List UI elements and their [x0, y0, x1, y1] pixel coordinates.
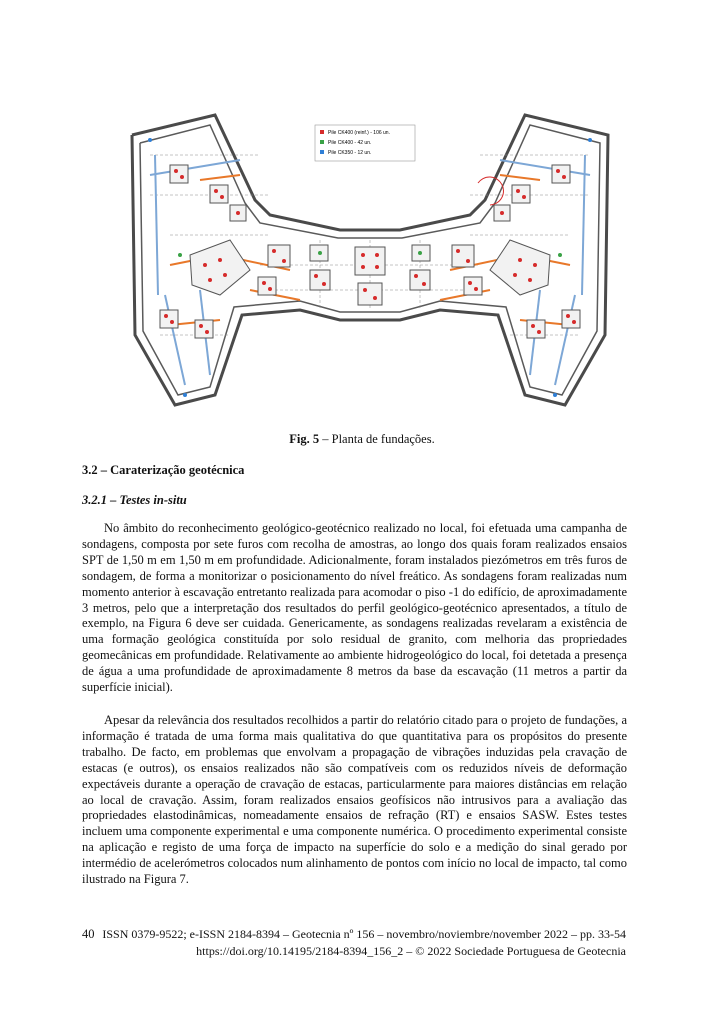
paragraph-2-text: Apesar da relevância dos resultados recolhidos a partir do relatório citado para o projeto de fundações, a informação é tratada de uma forma mais qualitativa do que quantitativa para os propósitos do presente trabalho. De facto, em problemas que envolvam a propagação de vibrações induzidas pela cravação de estacas (e outros), os ensaios realizados não são compatíveis com os reduzidos níveis de deformação expectáveis durante a operação de cravação de estacas, particularmente para maiores distâncias em relação ao local de cravação. Assim, foram realizados ensaios geofísicos não intrusivos para a avaliação das propriedades elastodinâmicas, nomeadamente ensaios de refração (RT) e ensaios SASW. Estes testes incluem uma componente experimental e uma componente numérica. O procedimento experimental consiste na aplicação e registo de uma força de impacto na superfície do solo e a medição do sinal gerado por intermédio de acelerómetros colocados num alinhamento de pontos com início no local de impacto, tal como ilustrado na Figura 7.: [82, 713, 627, 887]
figure-caption-label: Fig. 5: [289, 432, 320, 446]
paragraph-1-text: No âmbito do reconhecimento geológico-geotécnico realizado no local, foi efetuada uma campanha de sondagens, composta por sete furos com recolha de amostras, ao longo dos quais foram realizados ensaios SPT de 1,50 m em 1,50 m em profundidade. Adicionalmente, foram instalados piezómetros em três furos de sondagem, de forma a monitorizar o posicionamento do nível freático. As sondagens foram realizadas num momento anterior à escavação entretanto realizada para acomodar o piso -1 do edifício, de aproximadamente 3 metros, pelo que a interpretação dos resultados do perfil geológico-geotécnico apresentados, a título de exemplo, na Figura 6 deve ser cuidada. Genericamente, as sondagens realizadas revelaram a existência de uma formação geológica constituída por solo residual de granito, com melhoria das propriedades geomecânicas em profundidade. Relativamente ao ambiente hidrogeológico do local, foi detetada a presença de água a uma profundidade de aproximadamente 8 metros da base da escavação (11 metros a partir da superfície inicial).: [82, 521, 627, 695]
page-number: 40: [82, 927, 95, 941]
figure-caption-text: – Planta de fundações.: [319, 432, 435, 446]
legend-swatch-2: [320, 150, 324, 154]
paragraph-2: [82, 713, 627, 888]
legend-label-2: Pile CK350 - 12 un.: [328, 150, 372, 156]
legend-label-1: Pile CK400 - 42 un.: [328, 140, 372, 146]
subsection-heading: 3.2.1 – Testes in-situ: [82, 493, 187, 507]
figure-caption: [0, 432, 724, 447]
footer-doi-link[interactable]: https://doi.org/10.14195/2184-8394_156_2 – © 2022 Sociedade Portuguesa de Geotecnia: [196, 944, 626, 958]
footer-journal-info: ISSN 0379-9522; e-ISSN 2184-8394 – Geotecnia nº 156 – novembro/noviembre/november 2022 – pp. 33-54: [102, 927, 626, 941]
section-heading: 3.2 – Caraterização geotécnica: [82, 463, 245, 477]
legend-swatch-1: [320, 140, 324, 144]
paragraph-1: [82, 521, 627, 696]
legend-swatch-0: [320, 130, 324, 134]
figure-legend: [315, 125, 415, 161]
foundation-plan-figure: [110, 95, 630, 425]
legend-label-0: Pile CK400 (reinf.) - 106 un.: [328, 130, 390, 136]
